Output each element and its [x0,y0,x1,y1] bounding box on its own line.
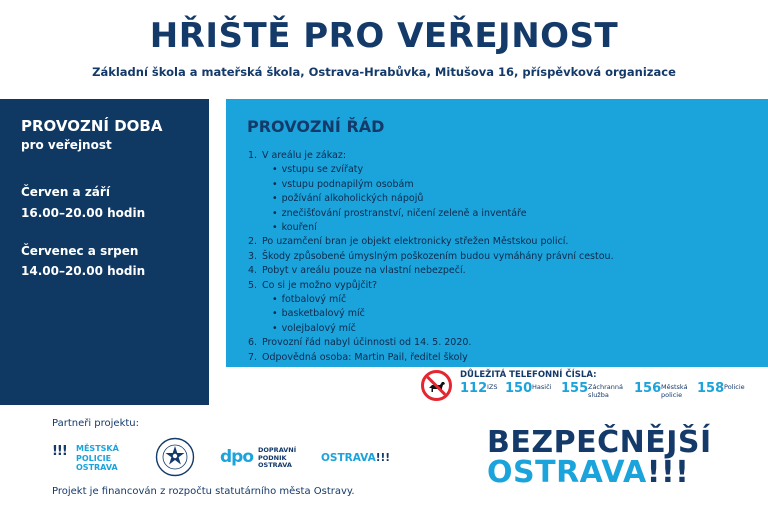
rule-5-item: • fotbalový míč [248,293,614,307]
rule-1-item: • požívání alkoholických nápojů [248,192,614,206]
police-cr-emblem-icon [155,437,195,477]
rule-5-item: • volejbalový míč [248,322,614,336]
rule-5: 5. Co si je možno vypůjčit? [248,279,378,291]
city-police-logo-line2: POLICIE [76,453,112,463]
no-dogs-icon [421,370,452,401]
opening-hours-subheading: pro veřejnost [21,138,112,152]
rule-6: 6. Provozní řád nabyl účinnosti od 14. 5. 2020. [248,337,472,349]
phone-label-city-police [661,383,688,399]
phone-label-city-police-1: Městská [661,383,688,391]
slogan-line2-text: OSTRAVA [487,455,647,490]
period-1-months: Červen a září [21,185,110,199]
rule-1-item: • vstupu podnapilým osobám [248,178,614,192]
funding-note: Projekt je financován z rozpočtu statutárního města Ostravy. [52,486,355,497]
rule-4-text: Pobyt v areálu pouze na vlastní nebezpečí. [262,265,466,277]
transport-logo-line2: PODNIK [258,453,287,462]
exclamation-mark-icon: !!! [375,452,391,464]
rule-3-text: Škody způsobené úmyslným poškozením budou vymáhány právní cestou. [262,250,614,262]
phone-label-ambulance-2: služba [588,391,609,399]
city-police-logo-line1: MĚSTSKÁ [76,444,119,453]
transport-company-logo [220,446,305,472]
rules-heading: PROVOZNÍ ŘÁD [247,117,385,136]
city-police-logo-text [76,444,119,473]
period-1-hours: 16.00–20.00 hodin [21,206,146,220]
phone-label-ambulance-1: Záchranná [588,383,624,391]
ostrava-logo-text: OSTRAVA [321,452,376,464]
rule-4: 4. Pobyt v areálu pouze na vlastní nebezpečí. [248,265,466,277]
slogan-line2 [487,455,689,490]
transport-logo-line3: OSTRAVA [258,461,292,469]
rules-panel [226,99,768,367]
phone-numbers-bar [226,367,768,405]
phone-label-city-police-2: policie [661,391,683,399]
city-police-logo-line3: OSTRAVA [76,463,118,472]
phone-number-izs: 112 [460,381,488,396]
rule-3: 3. Škody způsobené úmyslným poškozením budou vymáhány právní cestou. [248,250,614,262]
city-police-logo [52,442,142,474]
period-2-hours: 14.00–20.00 hodin [21,264,146,278]
rule-5-text: Co si je možno vypůjčit? [262,279,378,291]
opening-hours-panel [0,99,209,405]
period-2-months: Červenec a srpen [21,244,139,258]
phone-label-police: Policie [724,383,745,391]
dpo-mark-icon: dpo [220,447,254,467]
phone-number-police: 158 [697,381,725,396]
phone-number-ambulance: 155 [561,381,589,396]
partners-title: Partneři projektu: [52,418,140,429]
rule-2: 2. Po uzamčení bran je objekt elektronicky střežen Městskou policí. [248,236,569,248]
page-title: HŘIŠTĚ PRO VEŘEJNOST [149,16,619,56]
phone-label-fire: Hasiči [532,383,552,391]
transport-company-logo-text [258,447,296,470]
exclamation-mark-icon: !!! [646,455,690,490]
rule-6-text: Provozní řád nabyl účinnosti od 14. 5. 2020. [262,337,472,349]
transport-logo-line1: DOPRAVNÍ [258,446,297,454]
phone-label-izs: IZS [487,383,498,391]
opening-hours-heading: PROVOZNÍ DOBA [21,117,163,135]
phones-title: DŮLEŽITÁ TELEFONNÍ ČÍSLA: [460,370,597,380]
rule-1-item: • kouření [248,221,614,235]
rule-1-text: V areálu je zákaz: [262,150,347,161]
rule-2-text: Po uzamčení bran je objekt elektronicky střežen Městskou policí. [262,236,569,248]
phone-number-fire: 150 [505,381,533,396]
rule-1: 1. V areálu je zákaz: [248,150,347,161]
rule-7-text: Odpovědná osoba: Martin Pail, ředitel školy [262,351,468,363]
rule-5-item: • basketbalový míč [248,307,614,321]
rules-list [248,149,614,365]
slogan-line1: BEZPEČNĚJŠÍ [487,425,712,460]
rule-7: 7. Odpovědná osoba: Martin Pail, ředitel školy [248,351,468,363]
phone-number-city-police: 156 [634,381,662,396]
page-subtitle: Základní škola a mateřská škola, Ostrava-Hrabůvka, Mitušova 16, příspěvková organizace [92,65,676,79]
rule-1-item: • znečišťování prostranství, ničení zeleně a inventáře [248,207,614,221]
exclamation-mark-icon: !!! [52,444,67,459]
rule-1-item: • vstupu se zvířaty [248,163,614,177]
phone-label-ambulance [588,383,623,399]
ostrava-city-logo [321,452,390,464]
header [0,0,768,98]
